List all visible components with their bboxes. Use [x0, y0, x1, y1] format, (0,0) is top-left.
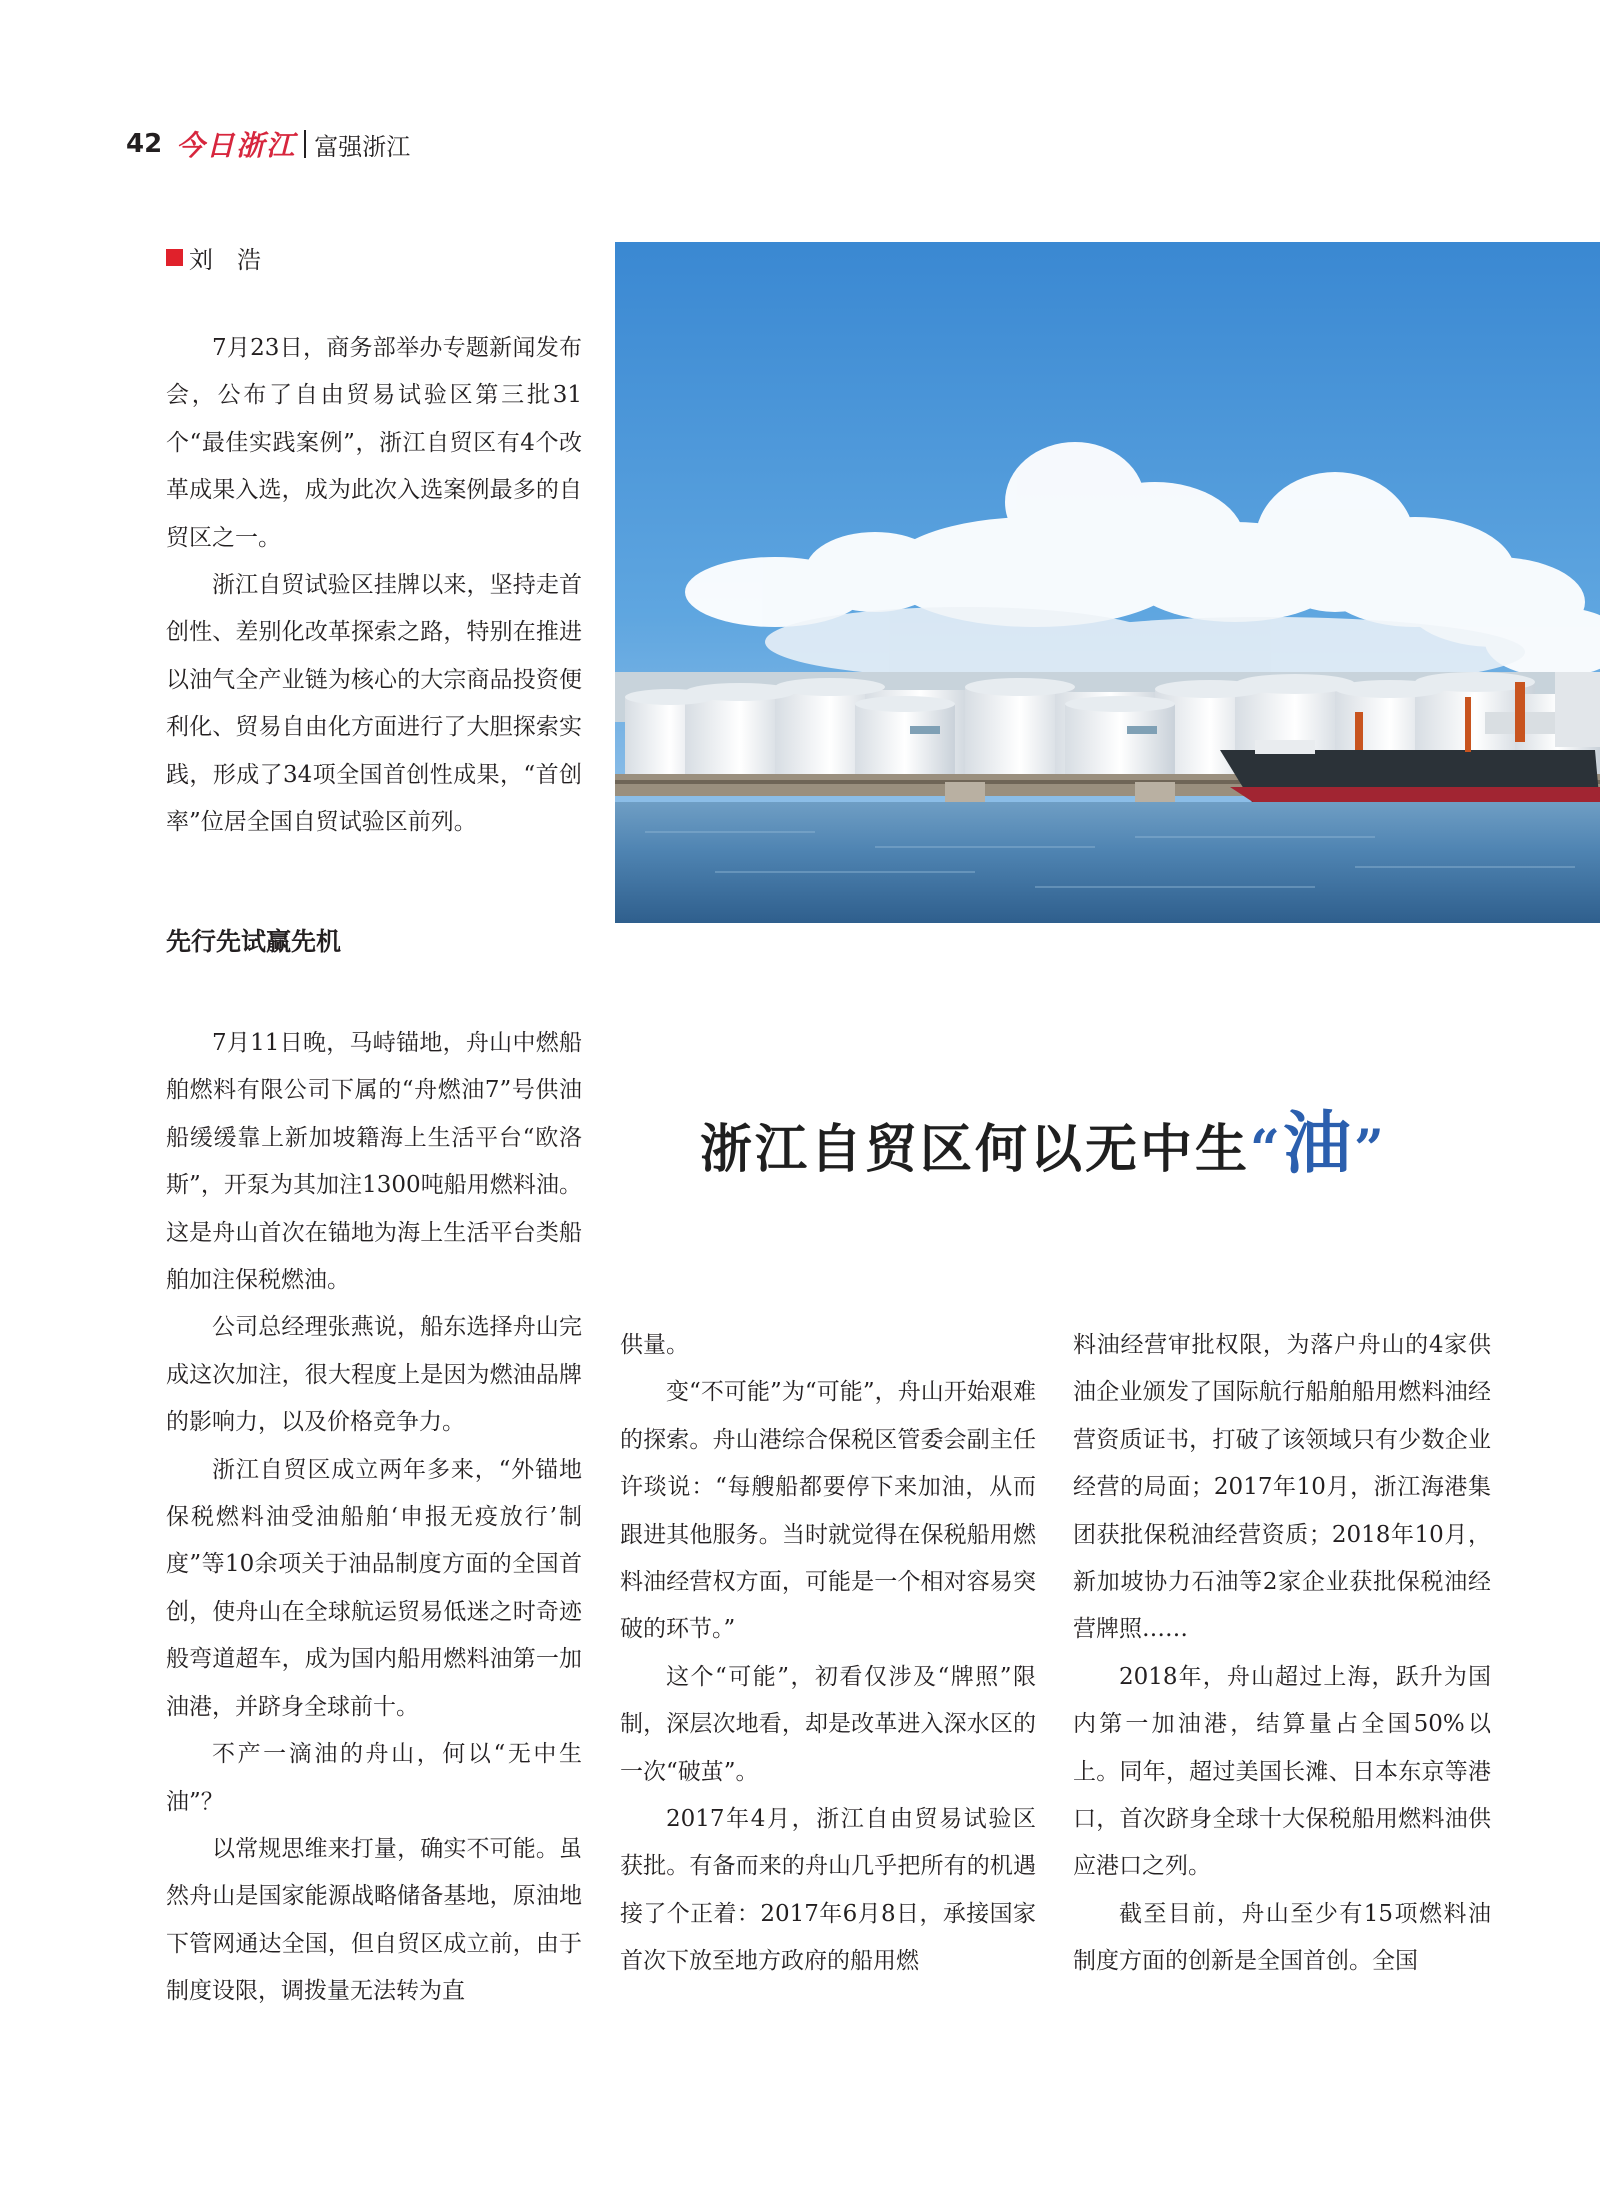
title-highlight: 油	[1282, 1104, 1354, 1184]
body-column-1	[166, 1020, 582, 2016]
paragraph: 2017年4月，浙江自由贸易试验区获批。有备而来的舟山几乎把所有的机遇接了个正着：2017年6月8日，承接国家首次下放至地方政府的船用燃	[620, 1806, 1036, 1975]
author-byline	[166, 240, 261, 275]
red-square-icon	[166, 249, 183, 266]
paragraph: 变“不可能”为“可能”，舟山开始艰难的探索。舟山港综合保税区管委会副主任许琰说：“每艘船都要停下来加油，从而跟进其他服务。当时就觉得在保税船用燃料油经营权方面，可能是一个相对容易突破的环节。”	[620, 1379, 1036, 1643]
author-name: 刘 浩	[189, 246, 261, 274]
body-column-3	[1073, 1322, 1491, 1986]
page-number: 42	[126, 129, 163, 159]
paragraph: 7月23日，商务部举办专题新闻发布会，公布了自由贸易试验区第三批31个“最佳实践案例”，浙江自贸区有4个改革成果入选，成为此次入选案例最多的自贸区之一。	[166, 335, 582, 551]
title-prefix: 浙江自贸区何以无中生	[700, 1119, 1251, 1180]
paragraph: 2018年，舟山超过上海，跃升为国内第一加油港，结算量占全国50%以上。同年，超过美国长滩、日本东京等港口，首次跻身全球十大保税船用燃料油供应港口之列。	[1073, 1663, 1491, 1880]
subheading: 先行先试赢先机	[166, 927, 342, 956]
paragraph: 不产一滴油的舟山，何以“无中生油”？	[166, 1741, 582, 1815]
intro-column	[166, 325, 582, 846]
paragraph: 这个“可能”，初看仅涉及“牌照”限制，深层次地看，却是改革进入深水区的一次“破茧”。	[620, 1663, 1036, 1785]
paragraph: 供量。	[620, 1332, 689, 1358]
paragraph: 7月11日晚，马峙锚地，舟山中燃船舶燃料有限公司下属的“舟燃油7”号供油船缓缓靠上新加坡籍海上生活平台“欧洛斯”，开泵为其加注1300吨船用燃料油。这是舟山首次在锚地为海上生活平台类船舶加注保税燃油。	[166, 1030, 582, 1294]
section-name: 富强浙江	[314, 132, 411, 161]
paragraph: 公司总经理张燕说，船东选择舟山完成这次加注，很大程度上是因为燃油品牌的影响力，以及价格竞争力。	[166, 1314, 582, 1436]
page-header	[126, 124, 410, 164]
magazine-logo: 今日浙江	[176, 129, 297, 162]
body-column-2	[620, 1322, 1036, 1986]
title-open-quote: “	[1250, 1119, 1283, 1180]
paragraph: 料油经营审批权限，为落户舟山的4家供油企业颁发了国际航行船舶船用燃料油经营资质证书，打破了该领域只有少数企业经营的局面；2017年10月，浙江海港集团获批保税油经营资质；2018年10月，新加坡协力石油等2家企业获批保税油经营牌照……	[1073, 1332, 1491, 1643]
paragraph: 截至目前，舟山至少有15项燃料油制度方面的创新是全国首创。全国	[1073, 1900, 1491, 1975]
article-title	[700, 1090, 1387, 1187]
paragraph: 浙江自贸试验区挂牌以来，坚持走首创性、差别化改革探索之路，特别在推进以油气全产业链为核心的大宗商品投资便利化、贸易自由化方面进行了大胆探索实践，形成了34项全国首创性成果，“首创率”位居全国自贸试验区前列。	[166, 572, 582, 836]
oil-terminal-photo	[615, 242, 1600, 923]
header-divider	[304, 130, 306, 158]
paragraph: 浙江自贸区成立两年多来，“外锚地保税燃料油受油船舶‘申报无疫放行’制度”等10余项关于油品制度方面的全国首创，使舟山在全球航运贸易低迷之时奇迹般弯道超车，成为国内船用燃料油第一加油港，并跻身全球前十。	[166, 1456, 582, 1720]
title-close-quote: ”	[1353, 1119, 1387, 1180]
paragraph: 以常规思维来打量，确实不可能。虽然舟山是国家能源战略储备基地，原油地下管网通达全国，但自贸区成立前，由于制度设限，调拨量无法转为直	[166, 1835, 582, 2005]
